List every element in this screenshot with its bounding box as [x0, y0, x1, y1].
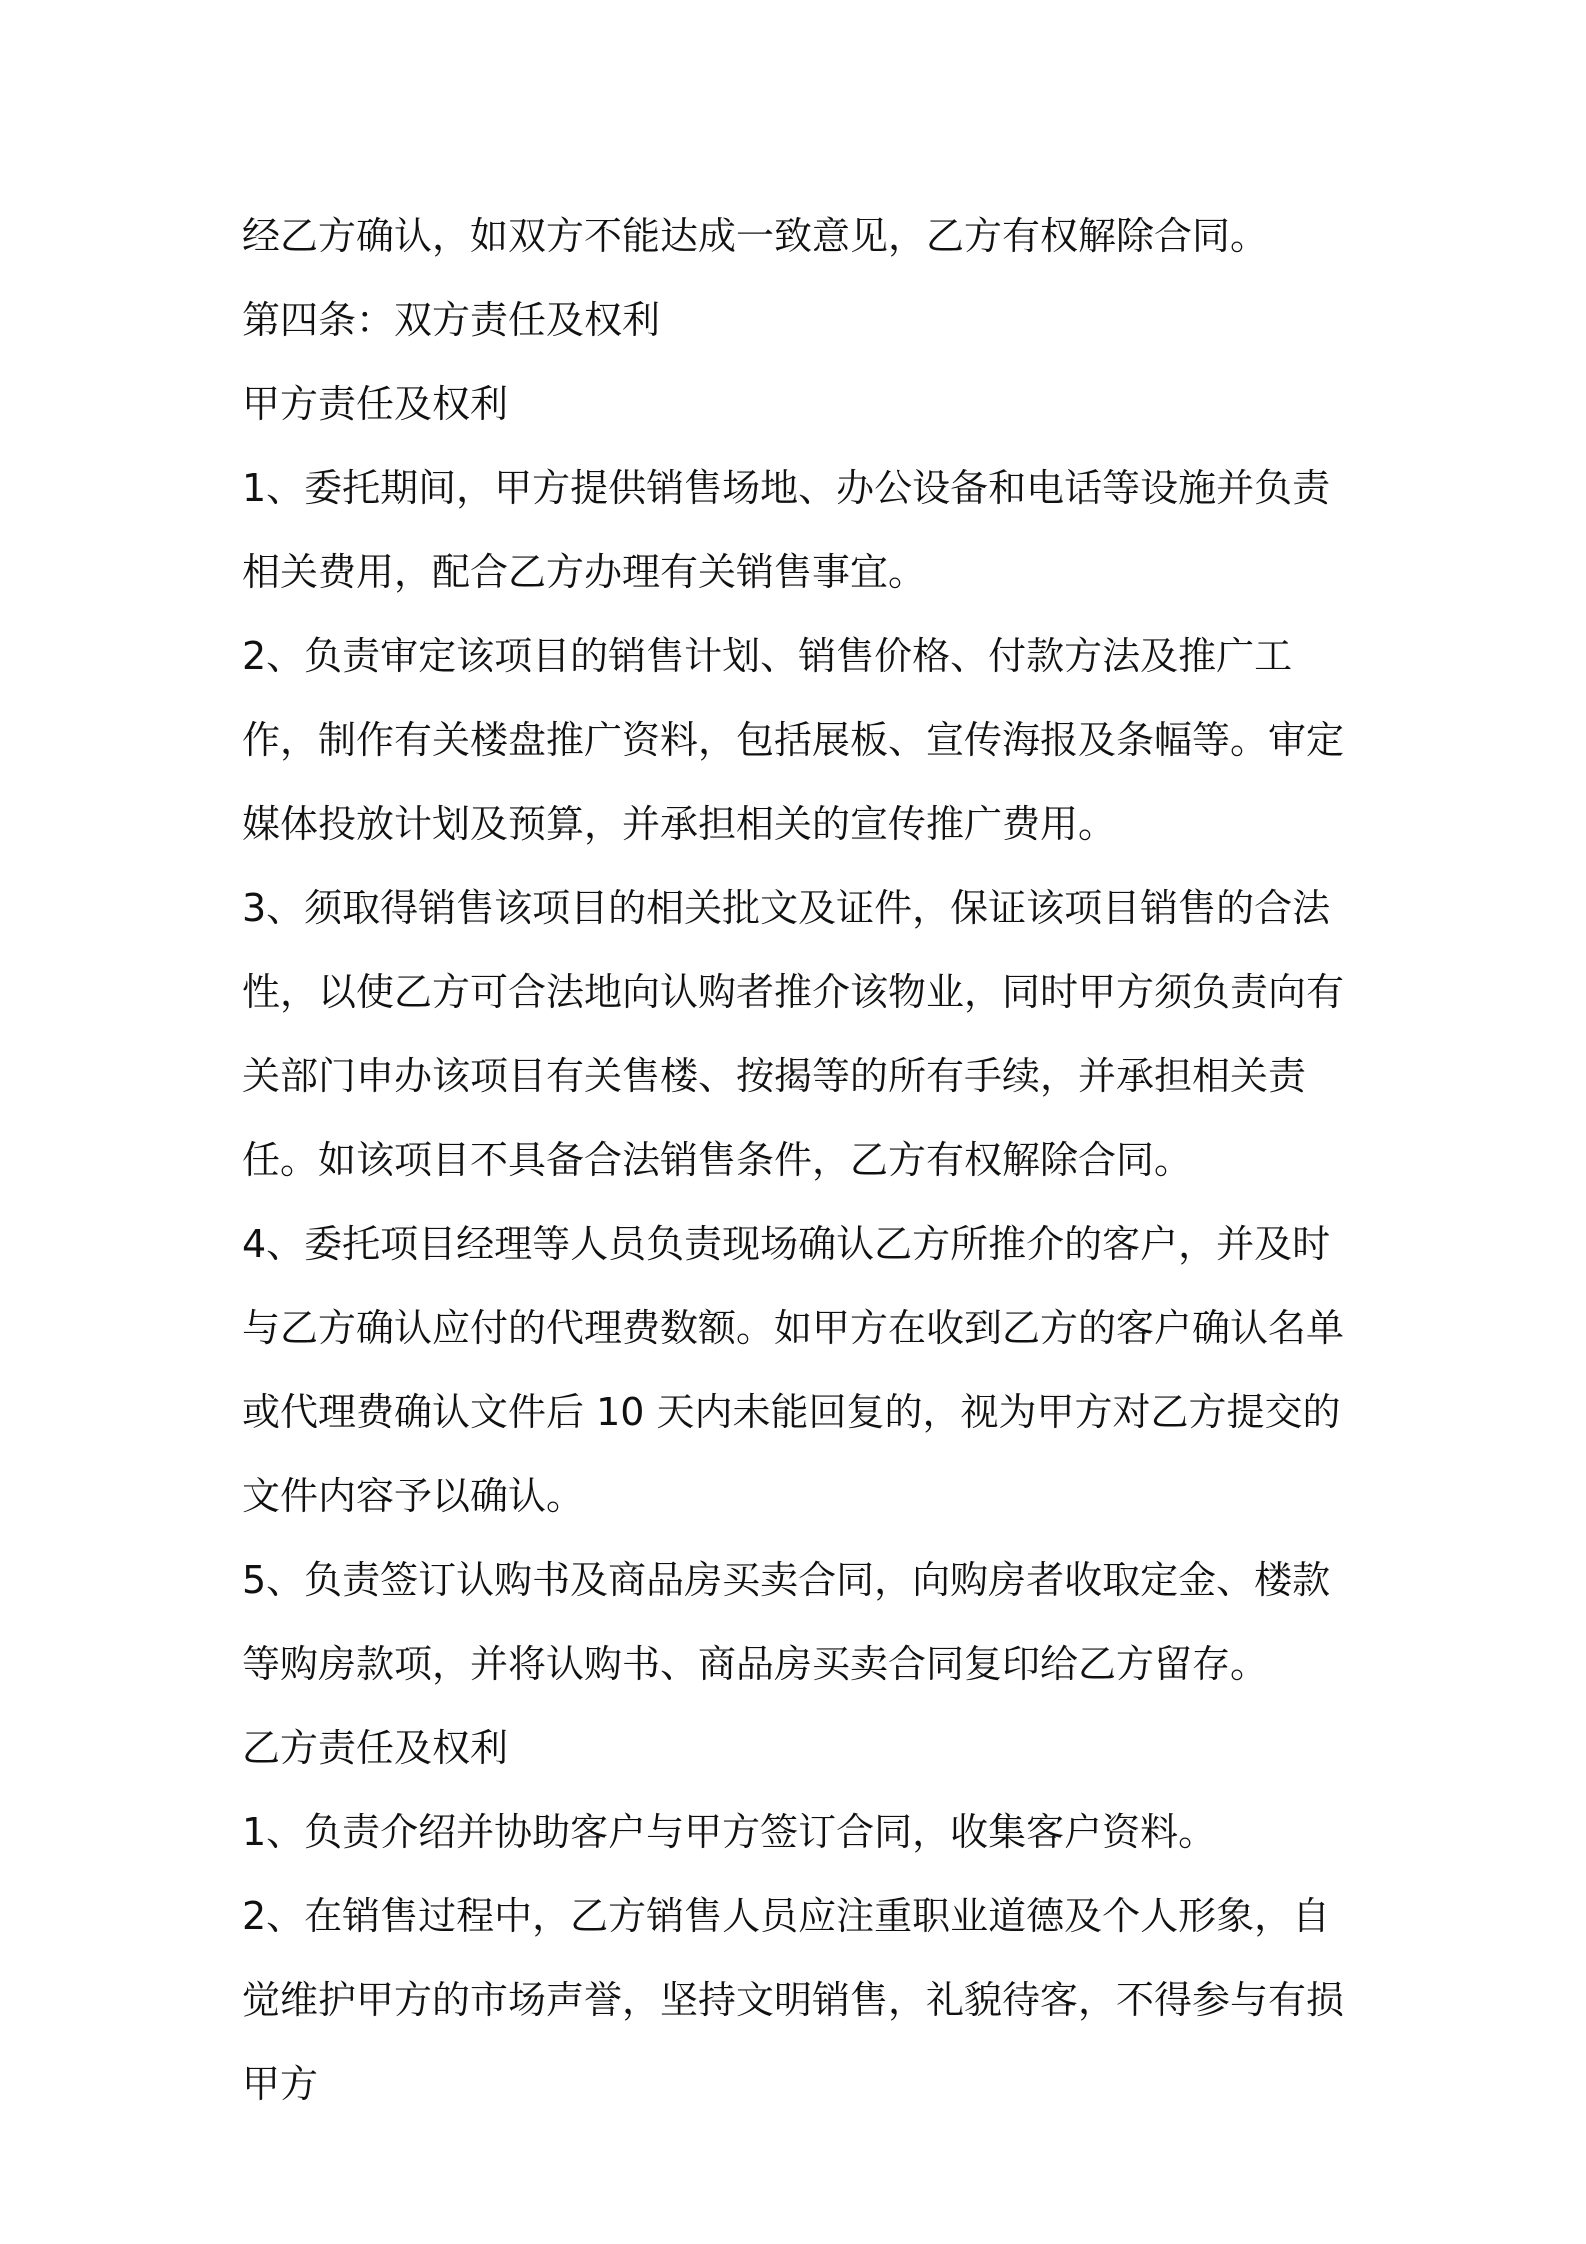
party-a-clause-4: 4、委托项目经理等人员负责现场确认乙方所推介的客户，并及时与乙方确认应付的代理费数额。如甲方在收到乙方的客户确认名单或代理费确认文件后 10 天内未能回复的，视为甲方对乙方提交的文件内容予以确认。 — [242, 1222, 1345, 1518]
party-b-clause-1: 1、负责介绍并协助客户与甲方签订合同，收集客户资料。 — [242, 1810, 1217, 1854]
section-heading-party-a: 甲方责任及权利 — [242, 382, 509, 426]
document-body — [242, 194, 1362, 2126]
section-heading-party-b: 乙方责任及权利 — [242, 1726, 509, 1770]
party-a-clause-2: 2、负责审定该项目的销售计划、销售价格、付款方法及推广工作，制作有关楼盘推广资料，包括展板、宣传海报及条幅等。审定媒体投放计划及预算，并承担相关的宣传推广费用。 — [242, 634, 1345, 846]
party-a-clause-5: 5、负责签订认购书及商品房买卖合同，向购房者收取定金、楼款等购房款项，并将认购书、商品房买卖合同复印给乙方留存。 — [242, 1558, 1331, 1686]
paragraph-continuation: 经乙方确认，如双方不能达成一致意见，乙方有权解除合同。 — [242, 214, 1269, 258]
party-b-clause-2: 2、在销售过程中，乙方销售人员应注重职业道德及个人形象，自觉维护甲方的市场声誉，坚持文明销售，礼貌待客，不得参与有损甲方 — [242, 1894, 1345, 2106]
party-a-clause-3: 3、须取得销售该项目的相关批文及证件，保证该项目销售的合法性，以使乙方可合法地向认购者推介该物业，同时甲方须负责向有关部门申办该项目有关售楼、按揭等的所有手续，并承担相关责任。如该项目不具备合法销售条件，乙方有权解除合同。 — [242, 886, 1345, 1182]
party-a-clause-1: 1、委托期间，甲方提供销售场地、办公设备和电话等设施并负责相关费用，配合乙方办理有关销售事宜。 — [242, 466, 1331, 594]
article-heading: 第四条：双方责任及权利 — [242, 298, 661, 342]
